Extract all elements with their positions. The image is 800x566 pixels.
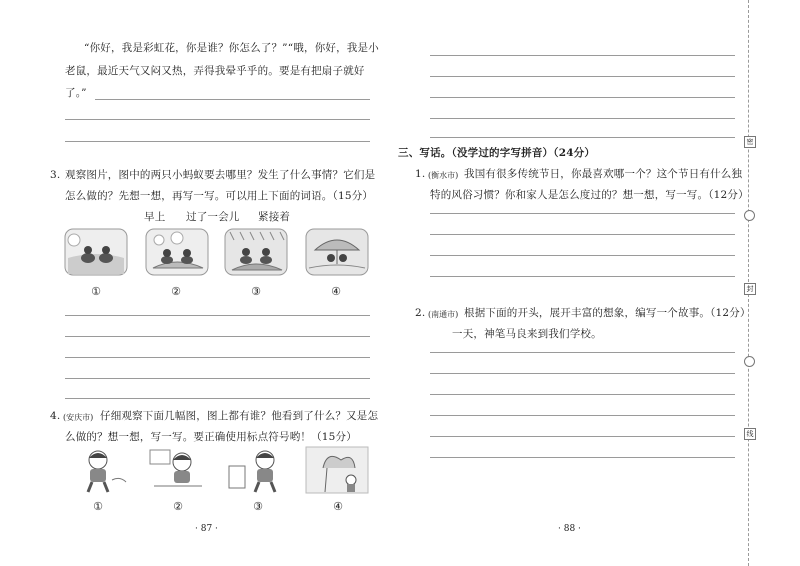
writing-line[interactable] [430,76,735,77]
picture-label: ① [91,285,101,298]
section-title: 三、写话。（没学过的字写拼音）（24分） [398,147,596,159]
boy-picture-4 [305,446,369,494]
picture-label: ④ [331,285,341,298]
q4-number: 4. [50,410,61,422]
r-q1-prompt-line-1: 我国有很多传统节日，你最喜欢哪一个？这个节日有什么独 [464,168,743,180]
writing-line[interactable] [430,415,735,416]
q3-number: 3. [50,169,61,181]
writing-line[interactable] [430,255,735,256]
boy-picture-1 [68,446,132,494]
writing-line[interactable] [430,55,735,56]
binding-label-line: 线 [744,428,756,440]
ant-picture-1 [64,228,128,276]
writing-line[interactable] [430,213,735,214]
writing-line[interactable] [430,394,735,395]
r-q2-prompt: 根据下面的开头，展开丰富的想象，编写一个故事。（12分） [464,307,751,319]
binding-hole [744,356,755,367]
writing-line[interactable] [430,352,735,353]
writing-line[interactable] [65,119,370,120]
boy-picture-2 [146,446,210,494]
q3-prompt-line-1: 观察图片，图中的两只小蚂蚁要去哪里？发生了什么事情？它们是 [65,169,376,181]
binding-label-seal: 密 [744,136,756,148]
r-q1-source-tag: (衡水市) [428,171,459,180]
q3-word-morning: 早上 [144,211,166,223]
r-q1-number: 1. [415,168,426,180]
binding-hole [744,210,755,221]
writing-line[interactable] [65,378,370,379]
writing-line[interactable] [430,137,735,138]
r-q2-source-tag: (南通市) [428,310,459,319]
q4-source-tag: (安庆市) [63,413,94,422]
q3-prompt-line-2: 怎么做的？先想一想，再写一写。可以用上下面的词语。（15分） [65,190,374,202]
boy-picture-3 [225,446,289,494]
writing-line[interactable] [65,336,370,337]
picture-label: ② [171,285,181,298]
writing-line[interactable] [430,457,735,458]
q4-prompt-line-1: 仔细观察下面几幅图，图上都有谁？他看到了什么？又是怎 [100,410,379,422]
writing-line[interactable] [65,357,370,358]
ant-picture-3 [224,228,288,276]
picture-label: ③ [251,285,261,298]
ant-picture-4 [305,228,369,276]
q2-paragraph-line-1: “你好，我是彩虹花，你是谁？你怎么了？”“哦，你好，我是小 [84,42,379,54]
writing-line[interactable] [95,99,370,100]
picture-label: ④ [333,500,343,513]
page-number-left: · 87 · [195,524,218,534]
q4-prompt-line-2: 么做的？想一想，写一写。要正确使用标点符号哟！（15分） [65,431,357,443]
r-q2-story-opening: 一天，神笔马良来到我们学校。 [452,328,602,340]
writing-line[interactable] [430,118,735,119]
q2-paragraph-line-3: 了。” [65,87,87,99]
writing-line[interactable] [430,234,735,235]
picture-label: ② [173,500,183,513]
picture-label: ① [93,500,103,513]
writing-line[interactable] [430,436,735,437]
q2-paragraph-line-2: 老鼠，最近天气又闷又热，弄得我晕乎乎的。要是有把扇子就好 [65,65,365,77]
binding-label-close: 封 [744,283,756,295]
picture-label: ③ [253,500,263,513]
r-q2-number: 2. [415,307,426,319]
q3-word-after-a-while: 过了一会儿 [186,211,240,223]
r-q1-prompt-line-2: 特的风俗习惯？你和家人是怎么度过的？想一想，写一写。（12分） [430,189,749,201]
writing-line[interactable] [430,97,735,98]
writing-line[interactable] [430,276,735,277]
ant-picture-2 [145,228,209,276]
writing-line[interactable] [65,398,370,399]
writing-line[interactable] [65,141,370,142]
writing-line[interactable] [430,373,735,374]
page-number-right: · 88 · [558,524,581,534]
q3-word-then: 紧接着 [258,211,291,223]
writing-line[interactable] [65,315,370,316]
